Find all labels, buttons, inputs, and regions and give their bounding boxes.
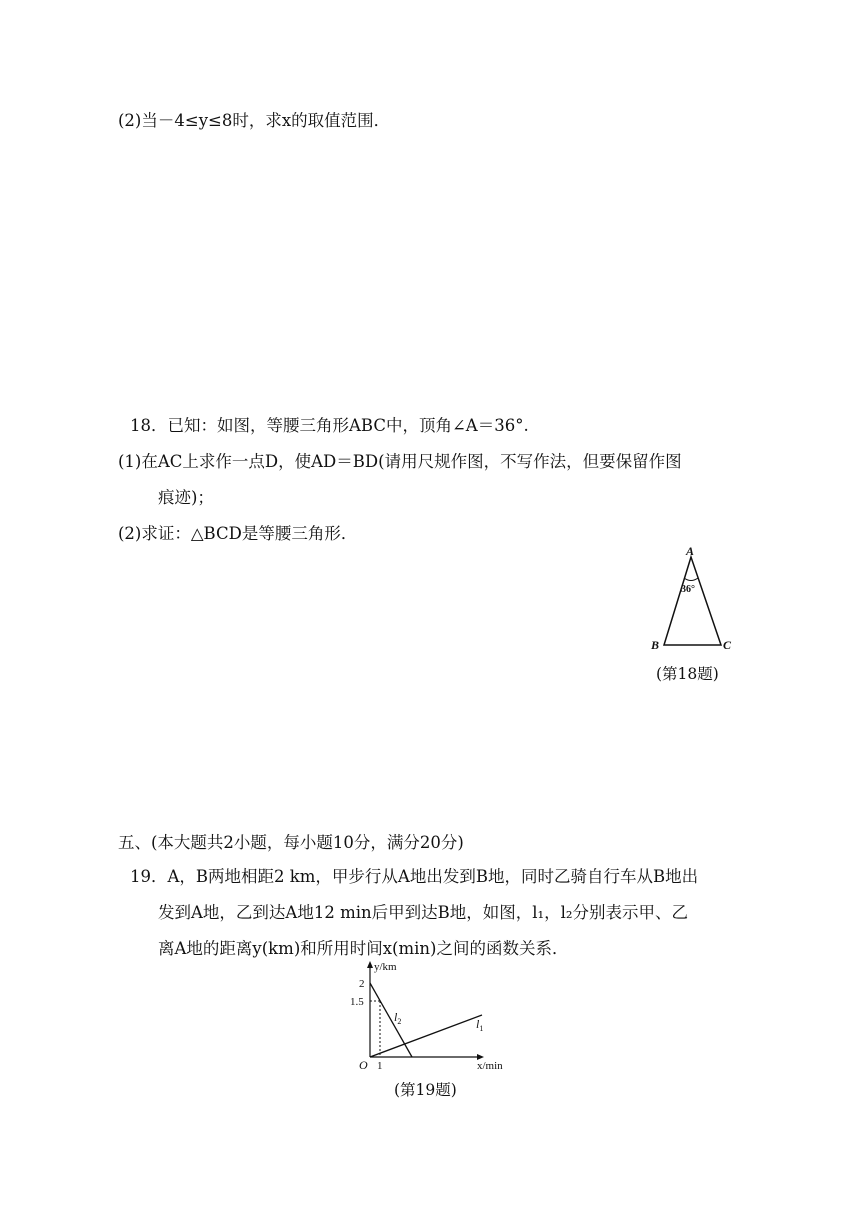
y-tick-2: 2: [359, 978, 365, 990]
l2-label: $l_2$: [394, 1010, 402, 1026]
angle-36-label: 36°: [681, 584, 695, 595]
line-l2: [370, 983, 412, 1057]
q18-figure-caption: (第18题): [656, 665, 719, 683]
vertex-a-label: A: [686, 544, 695, 558]
y-axis-label: y/km: [374, 961, 397, 973]
q18-part1-line2: 痕迹)；: [158, 488, 214, 507]
vertex-b-label: B: [651, 638, 660, 652]
section5-header: 五、(本大题共2小题，每小题10分，满分20分): [118, 833, 464, 852]
q19-line1: 19．A，B两地相距2 km，甲步行从A地出发到B地，同时乙骑自行车从B地出: [130, 867, 699, 886]
vertex-c-label: C: [723, 638, 732, 652]
line-l1: [370, 1015, 482, 1057]
q19-graph-figure: [345, 955, 525, 1075]
y-tick-1-5: 1.5: [350, 996, 364, 1008]
triangle-abc: [664, 557, 721, 645]
angle-arc: [684, 578, 698, 581]
q18-stem: 18．已知：如图，等腰三角形ABC中，顶角∠A＝36°.: [130, 416, 529, 435]
y-axis-arrow: [367, 961, 373, 968]
x-tick-1: 1: [377, 1060, 383, 1072]
q19-line2: 发到A地，乙到达A地12 min后甲到达B地，如图，l₁，l₂分别表示甲、乙: [158, 903, 689, 922]
q18-triangle-figure: [640, 542, 750, 657]
q18-part1-line1: (1)在AC上求作一点D，使AD＝BD(请用尺规作图，不写作法，但要保留作图: [118, 452, 682, 471]
x-axis-label: x/min: [477, 1060, 503, 1072]
l1-label: $l_1$: [476, 1017, 484, 1033]
q18-part2: (2)求证：△BCD是等腰三角形．: [118, 524, 358, 543]
q17-part2-text: (2)当－4≤y≤8时，求x的取值范围．: [118, 111, 391, 130]
q19-figure-caption: (第19题): [394, 1081, 457, 1099]
origin-label: O: [359, 1058, 368, 1072]
q19-line3: 离A地的距离y(km)和所用时间x(min)之间的函数关系．: [158, 939, 569, 958]
